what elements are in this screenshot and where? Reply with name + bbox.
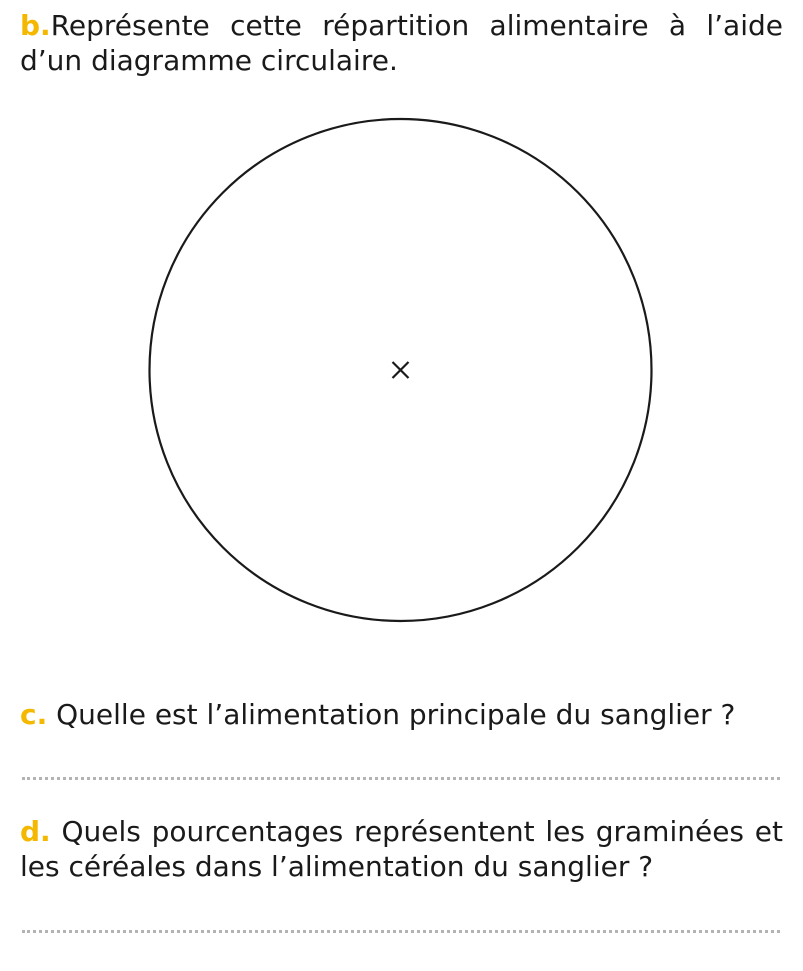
question-d-text: Quels pourcentages représentent les graminées et les céréales dans l’alimentation du sanglier ?	[20, 815, 783, 883]
question-b-text: Représente cette répartition alimentaire à l’aide d’un diagramme circulaire.	[20, 9, 783, 77]
answer-line-d[interactable]	[22, 930, 780, 933]
question-b-letter: b.	[20, 9, 51, 42]
question-c	[20, 697, 783, 732]
answer-line-c[interactable]	[22, 777, 780, 780]
question-d	[20, 814, 783, 884]
question-d-letter: d.	[20, 815, 51, 848]
question-c-text: Quelle est l’alimentation principale du sanglier ?	[47, 698, 736, 731]
center-cross-mark	[393, 362, 409, 378]
question-b	[20, 8, 783, 78]
empty-circle	[150, 119, 652, 621]
question-c-letter: c.	[20, 698, 48, 731]
